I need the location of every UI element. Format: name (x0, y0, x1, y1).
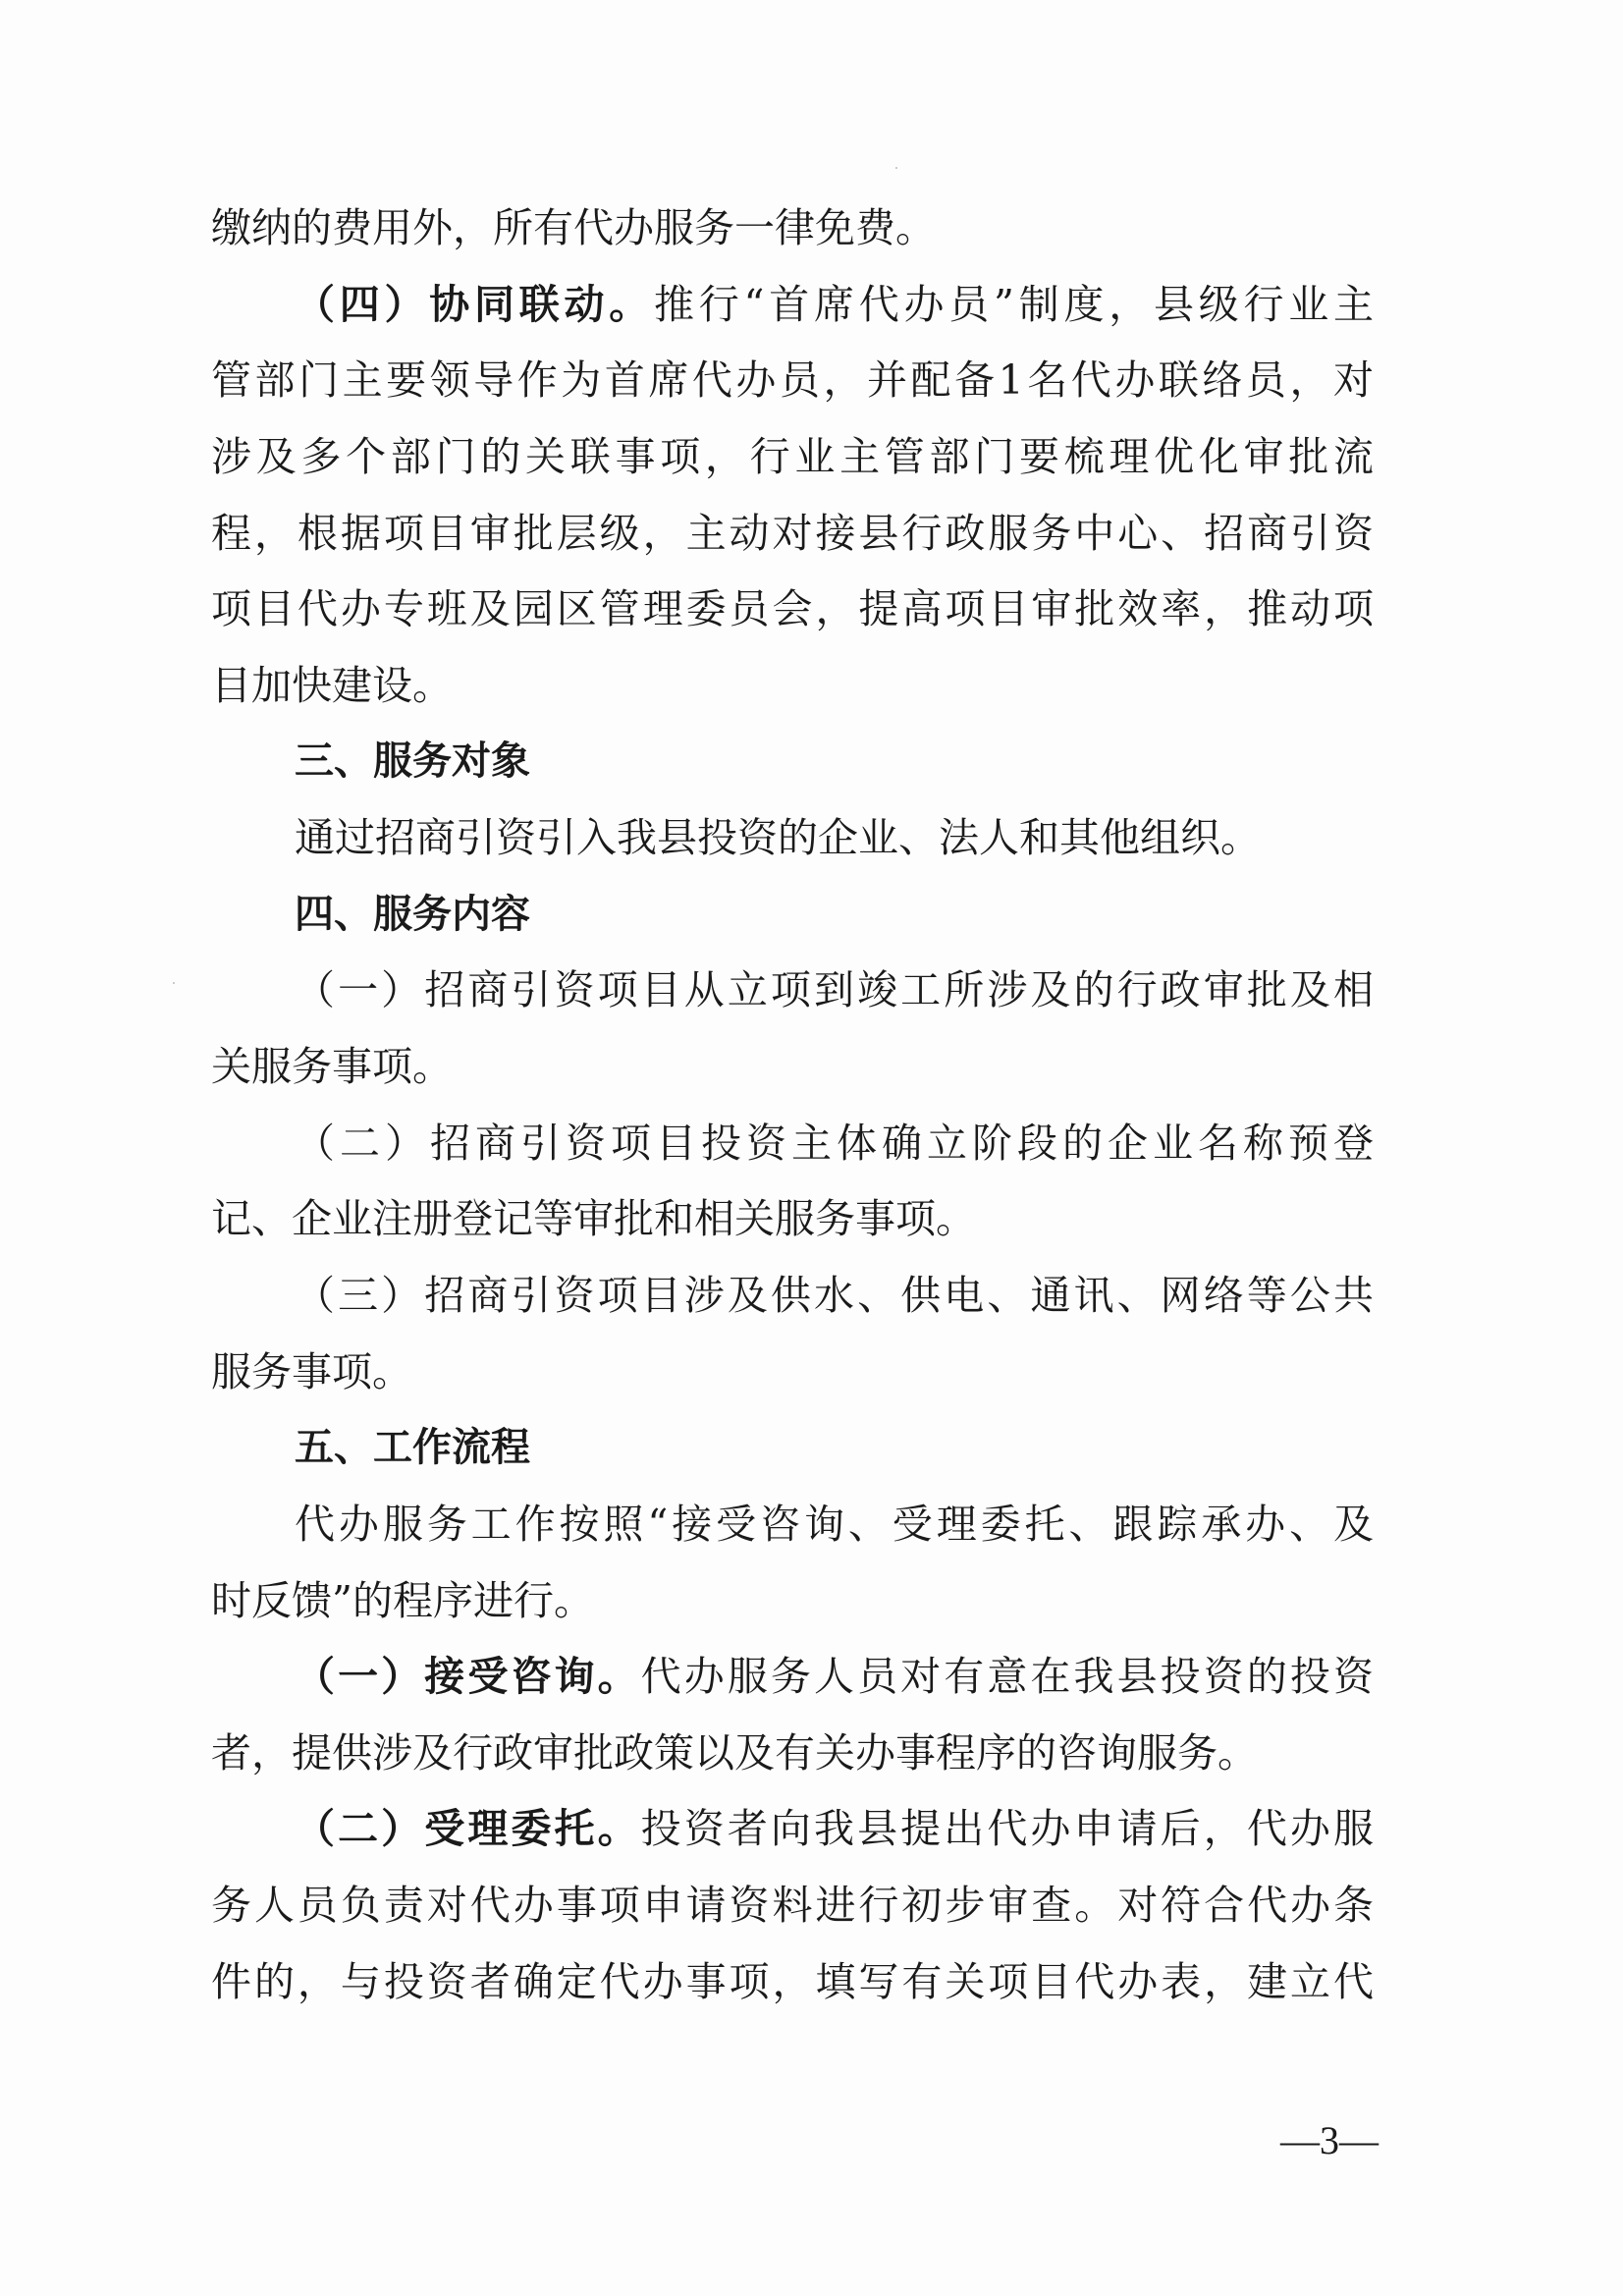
paragraph-line (211, 1791, 1374, 1868)
line-text: 记、企业注册登记等审批和相关服务事项。 (211, 1195, 976, 1243)
paragraph-line (211, 419, 1374, 496)
paragraph-line (211, 1563, 1374, 1640)
section-heading (211, 724, 1374, 800)
paragraph-line (211, 800, 1374, 877)
line-text: 务人员负责对代办事项申请资料进行初步审查。对符合代办条 (211, 1882, 1374, 1930)
paragraph-line (211, 953, 1374, 1029)
paragraph-line (211, 1335, 1374, 1411)
paragraph-line (211, 1944, 1374, 2021)
paragraph-line (211, 267, 1374, 344)
line-text: （一）招商引资项目从立项到竣工所涉及的行政审批及相 (295, 966, 1374, 1014)
line-text: 时反馈”的程序进行。 (211, 1576, 594, 1624)
line-text: 投资者向我县提出代办申请后，代办服 (640, 1805, 1375, 1853)
heading-text: 五、工作流程 (295, 1425, 530, 1471)
section-lead-label: （四）协同联动。 (295, 280, 655, 328)
heading-text: 四、服务内容 (295, 891, 530, 937)
section-lead-label: （一）接受咨询。 (295, 1653, 641, 1701)
line-text: 服务事项。 (211, 1347, 412, 1395)
page-number: —3— (1280, 2118, 1379, 2162)
line-text: 通过招商引资引入我县投资的企业、法人和其他组织。 (295, 814, 1261, 862)
line-text: 件的，与投资者确定代办事项，填写有关项目代办表，建立代 (211, 1957, 1374, 2005)
line-text: （三）招商引资项目涉及供水、供电、通讯、网络等公共 (295, 1271, 1374, 1319)
line-text: 代办服务工作按照“接受咨询、受理委托、跟踪承办、及 (295, 1500, 1374, 1548)
paragraph-line (211, 1106, 1374, 1182)
line-text: 管部门主要领导作为首席代办员，并配备1名代办联络员，对 (211, 356, 1374, 405)
paragraph-line (211, 1868, 1374, 1944)
line-text: 项目代办专班及园区管理委员会，提高项目审批效率，推动项 (211, 585, 1374, 633)
scan-speck (895, 167, 897, 169)
body-text (211, 191, 1374, 2020)
paragraph-line (211, 191, 1374, 267)
paragraph-line (211, 1487, 1374, 1563)
line-text: （二）招商引资项目投资主体确立阶段的企业名称预登 (295, 1119, 1374, 1167)
section-heading (211, 877, 1374, 954)
paragraph-line (211, 1029, 1374, 1106)
line-text: 目加快建设。 (211, 661, 453, 709)
line-text: 关服务事项。 (211, 1043, 453, 1091)
paragraph-line (211, 1258, 1374, 1335)
heading-text: 三、服务对象 (295, 738, 530, 785)
line-text: 者，提供涉及行政审批政策以及有关办事程序的咨询服务。 (211, 1728, 1258, 1777)
line-text: 缴纳的费用外，所有代办服务一律免费。 (211, 204, 936, 251)
paragraph-line (211, 1639, 1374, 1716)
line-text: 涉及多个部门的关联事项，行业主管部门要梳理优化审批流 (211, 432, 1374, 480)
paragraph-line (211, 1716, 1374, 1792)
paragraph-line (211, 648, 1374, 725)
line-text: 代办服务人员对有意在我县投资的投资 (640, 1653, 1375, 1701)
paragraph-line (211, 496, 1374, 573)
scan-speck (173, 982, 175, 984)
paragraph-line (211, 572, 1374, 648)
section-heading (211, 1410, 1374, 1487)
paragraph-line (211, 343, 1374, 419)
paragraph-line (211, 1181, 1374, 1258)
line-text: 推行“首席代办员”制度，县级行业主 (654, 280, 1375, 328)
section-lead-label: （二）受理委托。 (295, 1805, 641, 1853)
line-text: 程，根据项目审批层级，主动对接县行政服务中心、招商引资 (211, 509, 1374, 557)
